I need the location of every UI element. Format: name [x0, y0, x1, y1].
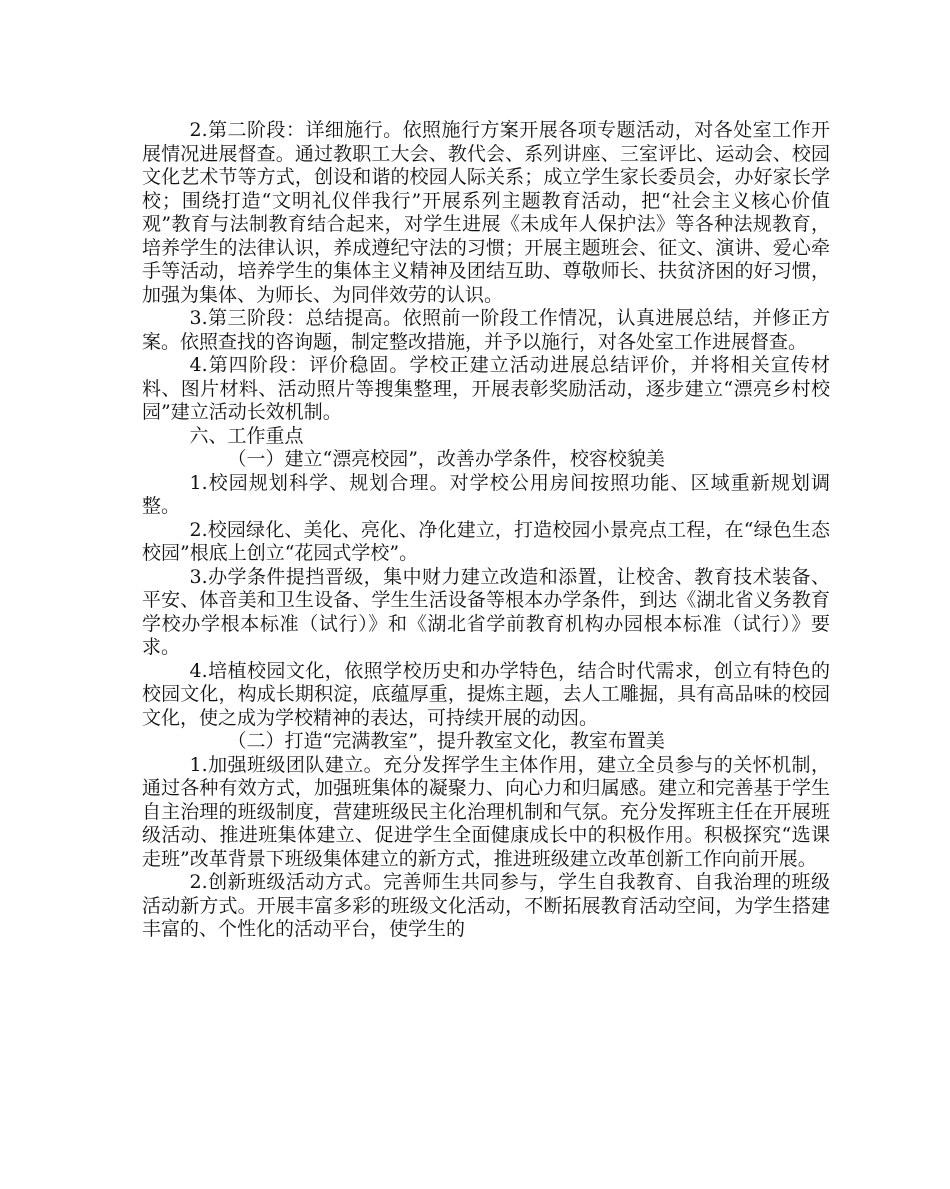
paragraph-stage-four: 4.第四阶段：评价稳固。学校正建立活动进展总结评价，并将相关宣传材料、图片材料、活动照片等搜集整理，开展表彰奖励活动，逐步建立“漂亮乡村校园”建立活动长效机制。 — [142, 354, 830, 423]
subsection-title-classroom: （二）打造“完满教室”，提升教室文化，教室布置美 — [227, 730, 665, 752]
paragraph-stage-two: 2.第二阶段：详细施行。依照施行方案开展各项专题活动，对各处室工作开展情况进展督查。通过教职工大会、教代会、系列讲座、三室评比、运动会、校园文化艺术节等方式，创设和谐的校园人际关系；成立学生家长委员会，办好家长学校；围绕打造“文明礼仪伴我行”开展系列主题教育活动，把“社会主义核心价值观”教育与法制教育结合起来，对学生进展《未成年人保护法》等各种法规教育，培养学生的法律认识，养成遵纪守法的习惯；开展主题班会、征文、演讲、爱心牵手等活动，培养学生的集体主义精神及团结互助、尊敬师长、扶贫济困的好习惯，加强为集体、为师长、为同伴效劳的认识。 — [142, 119, 830, 306]
subsection-title-campus: （一）建立“漂亮校园”，改善办学条件，校容校貌美 — [227, 448, 665, 470]
document-body — [142, 119, 830, 942]
paragraph-classroom-2: 2.创新班级活动方式。完善师生共同参与，学生自我教育、自我治理的班级活动新方式。开展丰富多彩的班级文化活动，不断拓展教育活动空间，为学生搭建丰富的、个性化的活动平台，使学生的 — [142, 871, 830, 940]
paragraph-campus-1: 1.校园规划科学、规划合理。对学校公用房间按照功能、区域重新规划调整。 — [142, 471, 830, 517]
paragraph-campus-3: 3.办学条件提挡晋级，集中财力建立改造和添置，让校舍、教育技术装备、平安、体音美和卫生设备、学生生活设备等根本办学条件，到达《湖北省义务教育学校办学根本标准（试行）》和《湖北省学前教育机构办园根本标准（试行）》要求。 — [142, 565, 830, 658]
section-title: 六、工作重点 — [189, 424, 304, 447]
paragraph-classroom-1: 1.加强班级团队建立。充分发挥学生主体作用，建立全员参与的关怀机制，通过各种有效方式，加强班集体的凝聚力、向心力和归属感。建立和完善基于学生自主治理的班级制度，营建班级民主化治理机制和气氛。充分发挥班主任在开展班级活动、推进班集体建立、促进学生全面健康成长中的积极作用。积极探究“选课走班”改革背景下班级集体建立的新方式，推进班级建立改革创新工作向前开展。 — [142, 753, 830, 870]
paragraph-campus-4: 4.培植校园文化，依照学校历史和办学特色，结合时代需求，创立有特色的校园文化，构成长期积淀，底蕴厚重，提炼主题，去人工雕掘，具有高品味的校园文化，使之成为学校精神的表达，可持续开展的动因。 — [142, 659, 830, 729]
paragraph-stage-three: 3.第三阶段：总结提高。依照前一阶段工作情况，认真进展总结，并修正方案。依照查找的咨询题，制定整改措施，并予以施行，对各处室工作进展督查。 — [142, 307, 830, 353]
paragraph-campus-2: 2.校园绿化、美化、亮化、净化建立，打造校园小景亮点工程，在“绿色生态校园”根底上创立“花园式学校”。 — [142, 518, 830, 564]
